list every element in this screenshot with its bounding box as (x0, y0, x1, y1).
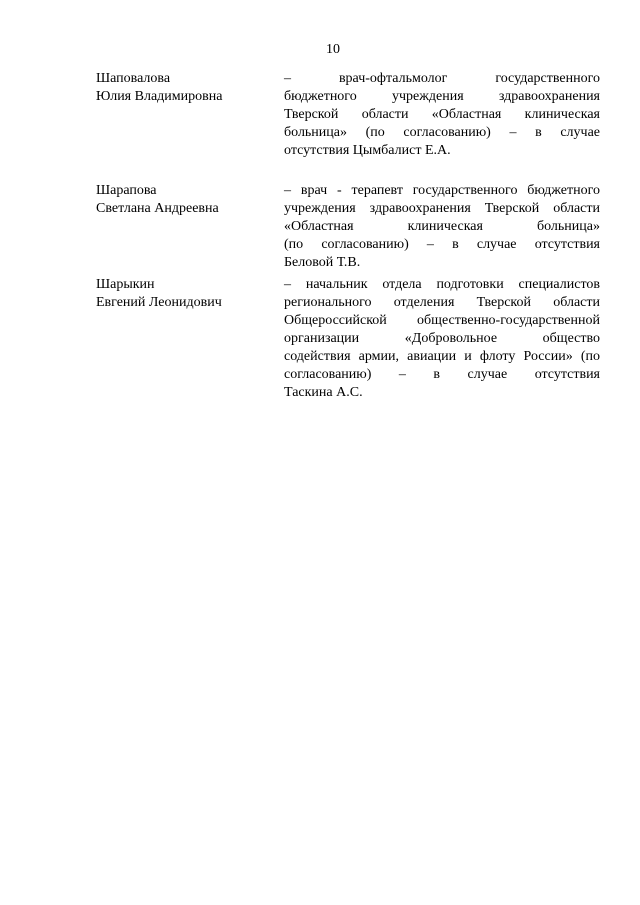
position-line: учреждения здравоохранения Тверской области (284, 201, 600, 216)
position-line: – врач-офтальмолог государственного (284, 71, 600, 86)
position-line: Таскина А.С. (284, 385, 363, 400)
member-given-names: Юлия Владимировна (96, 89, 223, 104)
position-line: Беловой Т.В. (284, 255, 361, 270)
member-entry-shapovalova (96, 70, 600, 160)
position-line: бюджетного учреждения здравоохранения (284, 89, 600, 104)
position-line: регионального отделения Тверской области (284, 295, 600, 310)
position-line: Общероссийской общественно-государственной (284, 313, 600, 328)
member-entry-sharapova (96, 182, 600, 272)
position-line: отсутствия Цымбалист Е.А. (284, 143, 451, 158)
member-position (284, 182, 600, 272)
member-given-names: Светлана Андреевна (96, 201, 219, 216)
position-line: Тверской области «Областная клиническая (284, 107, 600, 122)
member-position (284, 70, 600, 160)
position-line: организации «Добровольное общество (284, 331, 600, 346)
member-given-names: Евгений Леонидович (96, 295, 222, 310)
position-line: «Областная клиническая больница» (284, 219, 600, 234)
position-line: – начальник отдела подготовки специалистов (284, 277, 600, 292)
member-surname: Шаповалова (96, 71, 171, 86)
page-number: 10 (326, 42, 340, 57)
position-line: – врач - терапевт государственного бюджетного (284, 183, 600, 198)
member-list (96, 70, 600, 402)
member-position (284, 276, 600, 402)
position-line: согласованию) – в случае отсутствия (284, 367, 600, 382)
member-name (96, 276, 284, 312)
member-name (96, 70, 284, 106)
member-name (96, 182, 284, 218)
position-line: больница» (по согласованию) – в случае (284, 125, 600, 140)
member-entry-sharykin (96, 276, 600, 402)
position-line: (по согласованию) – в случае отсутствия (284, 237, 600, 252)
position-line: содействия армии, авиации и флоту России» (по (284, 349, 600, 364)
member-surname: Шарапова (96, 183, 157, 198)
member-surname: Шарыкин (96, 277, 155, 292)
